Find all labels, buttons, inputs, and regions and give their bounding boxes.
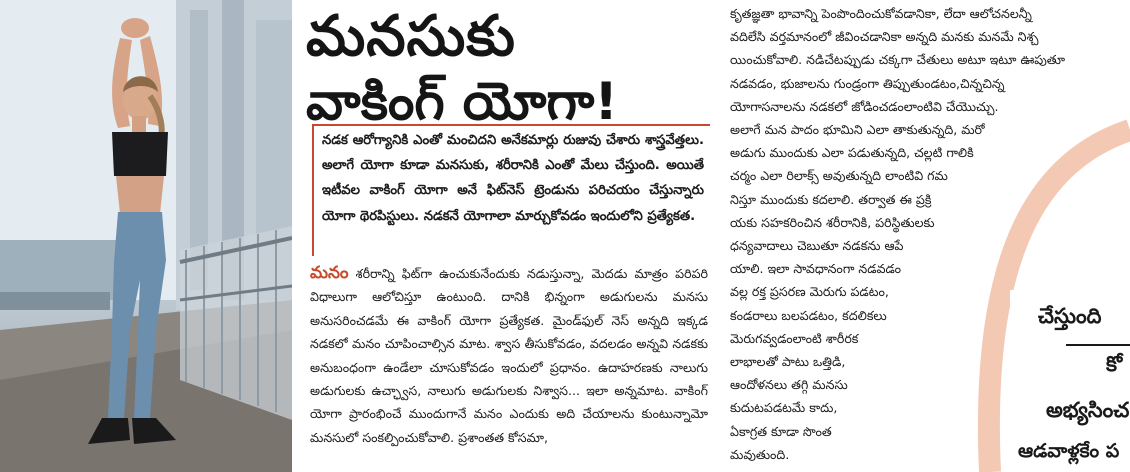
right-column-line: అలాగే మన పాదం భూమిని ఎలా తాకుతున్నది, మరో [730, 122, 985, 138]
right-column-line: వదిలేసి వర్తమానంలో జీవించడానికా అన్నది మనకు మనమే నిశ్చ [730, 29, 1039, 45]
body-column [310, 262, 708, 449]
body-lead-word: మనం [310, 263, 349, 283]
right-column-line: ఏకాగ్రత కూడా సొంత [730, 423, 832, 439]
right-column-line: కండరాలు బలపడటం, కదలికలు [730, 307, 887, 323]
intro-box [312, 124, 710, 256]
right-column-line: యకు సహకరించిన శరీరానికి, పరిస్థితులకు [730, 214, 935, 230]
side-teaser-line-2: కో [1106, 352, 1123, 376]
woman-stretching-illustration [0, 0, 292, 472]
right-column-line: ధన్యవాదాలు చెబుతూ నడకను ఆపే [730, 238, 904, 254]
side-teaser [1010, 290, 1130, 472]
right-column-line: మవుతుంది. [730, 446, 790, 462]
body-text: శరీరాన్ని ఫిట్‌గా ఉంచుకునేందుకు నడుస్తున్నా, మెదడు మాత్రం పరిపరి విధాలుగా ఆలోచిస్తూ ఉంటుంది. దానికి భిన్నంగా అడుగులను మనసు అనుసరించడమే ఈ వాకింగ్ యోగా ప్రత్యేకత. మైండ్‌ఫుల్ నెస్ అన్నది ఇక్కడ నడకలో మనం చూపించాల్సిన మాట. శ్వాస తీసుకోవడం, వదలడం అన్నవి నడకకు అనుబంధంగా ఉండేలా చూసుకోవడం ఇందులో ప్రధానం. ఉదాహరణకు నాలుగు అడుగులకు ఉచ్ఛ్వాస, నాలుగు అడుగులకు నిశ్వాస... ఇలా అన్నమాట. వాకింగ్ యోగా ప్రారంభించే ముందుగానే మనం ఎందుకు అది చేయాలను కుంటున్నామో మనసులో సంకల్పించుకోవాలి. ప్రశాంతత కోసమా, [310, 266, 708, 445]
right-column-line: కృతజ్ఞతా భావాన్ని పెంపొందించుకోవడానికా, లేదా ఆలోచనలన్నీ [730, 6, 1032, 21]
right-column-line: ఆందోళనలు తగ్గి మనసు [730, 377, 848, 393]
side-teaser-line-3: అభ్యసించ [1046, 398, 1130, 422]
side-teaser-rule [1066, 344, 1130, 346]
intro-text: నడక ఆరోగ్యానికి ఎంతో మంచిదని అనేకమార్లు రుజువు చేశారు శాస్త్రవేత్తలు. అలాగే యోగా కూడా మనసుకు, శరీరానికి ఎంతో మేలు చేస్తుంది. అయితే ఇటీవల వాకింగ్ యోగా అనే ఫిట్‌నెస్ ట్రెండును పరిచయం చేస్తున్నారు యోగా థెరపిస్టులు. నడకనే యోగాలా మార్చుకోవడం ఇందులోని ప్రత్యేకత. [322, 133, 704, 224]
right-column-line: నడవడం, భుజాలను గుండ్రంగా తిప్పుతుండటం,చిన్నచిన్న [730, 75, 1005, 91]
right-column-line: యోగాసనాలను నడకలో జోడించడంలాంటివి చేయొచ్చు. [730, 98, 999, 114]
side-teaser-line-4: ఆడవాళ్లకేం ప [1018, 440, 1120, 462]
right-column-line: చర్మం ఎలా రిలాక్స్ అవుతున్నది లాంటివి గమ [730, 168, 948, 184]
right-column-line: యాలి. ఇలా సావధానంగా నడవడం [730, 261, 902, 277]
headline [306, 4, 706, 134]
headline-line-1: మనసుకు [306, 4, 516, 69]
yoga-photo [0, 0, 292, 472]
side-teaser-line-1: చేస్తుంది [1038, 304, 1102, 328]
right-column-line: వల్ల రక్త ప్రసరణ మెరుగు పడటం, [730, 284, 889, 300]
right-column-line: మెరుగవ్వడంలాంటి శారీరక [730, 330, 859, 346]
headline-line-2: వాకింగ్ యోగా! [306, 72, 618, 132]
right-column-line: నిస్తూ ముందుకు కదలాలి. తర్వాత ఈ ప్రక్రి [730, 191, 932, 207]
right-column-line: లాభాలతో పాటు ఒత్తిడి, [730, 354, 846, 370]
right-column-line: యించుకోవాలి. నడిచేటప్పుడు చక్కగా చేతులు అటూ ఇటూ ఊపుతూ [730, 52, 1066, 68]
right-column-line: కుదుటపడటమే కాదు, [730, 400, 838, 416]
right-column-line: అడుగు ముందుకు ఎలా పడుతున్నది, చల్లటి గాలికి [730, 145, 974, 161]
